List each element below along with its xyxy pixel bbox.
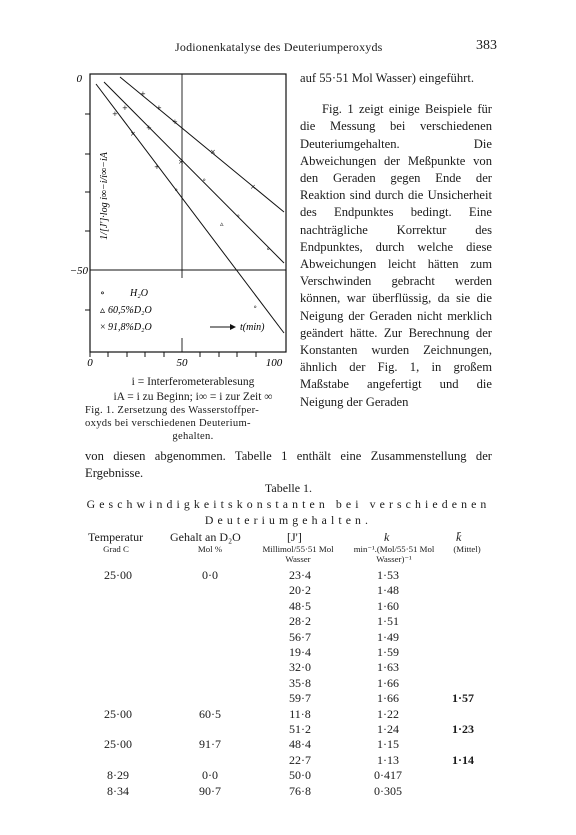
column-unit-temperatur: Grad C bbox=[103, 544, 129, 554]
legend-marker-h2o: ∘ bbox=[100, 288, 105, 299]
column-header-j: [J'] bbox=[287, 530, 302, 544]
point-h2o: + bbox=[156, 104, 162, 112]
point-60-5: ∘ bbox=[266, 245, 271, 253]
time-arrow-icon bbox=[230, 324, 236, 330]
point-h2o: × bbox=[210, 148, 216, 156]
point-91-8: × bbox=[130, 130, 136, 138]
table-cell-gehalt: 90·7 bbox=[199, 783, 221, 798]
column-unit-gehalt: Mol % bbox=[197, 544, 223, 554]
figure-legend-line: iA = i zu Beginn; i∞ = i zur Zeit ∞ bbox=[113, 391, 273, 403]
point-91-8: ∘ bbox=[253, 303, 258, 311]
table-cell-j: 59·7 bbox=[289, 691, 311, 706]
table-cell-temperatur: 8·29 bbox=[107, 768, 129, 783]
legend-marker-91-8: × bbox=[100, 322, 106, 333]
running-head: Jodionenkatalyse des Deuteriumperoxyds bbox=[175, 40, 383, 54]
table-cell-j: 51·2 bbox=[289, 722, 311, 736]
table-cell-temperatur: 25·00 bbox=[104, 568, 132, 582]
table-cell-k: 0·417 bbox=[374, 768, 402, 783]
table-cell-j: 48·5 bbox=[289, 598, 311, 613]
table-cell-k-mean: 1·14 bbox=[451, 752, 474, 767]
table-cell-gehalt: 0·0 bbox=[202, 768, 218, 783]
table-cell-j: 76·8 bbox=[289, 783, 311, 798]
table-cell-k: 1·66 bbox=[377, 675, 399, 690]
table-cell-temperatur: 25·00 bbox=[104, 737, 132, 752]
caption-line: Fig. 1. Zersetzung des Wasserstoffper- bbox=[85, 405, 260, 416]
table-cell-k: 1·49 bbox=[377, 629, 399, 644]
table-cell-j: 32·0 bbox=[289, 660, 311, 675]
point-91-8: ∘ bbox=[174, 186, 179, 194]
point-60-5: ∘ bbox=[202, 176, 207, 184]
figure-caption bbox=[85, 404, 301, 443]
table-cell-k: 1·48 bbox=[377, 583, 399, 598]
legend-label-h2o: H₂O bbox=[130, 288, 148, 299]
point-60-5: + bbox=[122, 104, 128, 112]
table-cell-j: 11·8 bbox=[289, 706, 311, 721]
line-60-5 bbox=[104, 82, 284, 263]
table-heading: Geschwindigkeitskonstanten bei verschiedenen bbox=[86, 497, 491, 511]
point-60-5: + bbox=[146, 124, 152, 132]
figure-legend-text bbox=[85, 375, 301, 405]
table-cell-k: 1·53 bbox=[377, 568, 399, 582]
point-60-5: ∘ bbox=[236, 212, 241, 220]
x-tick-label-50: 50 bbox=[176, 357, 188, 369]
paragraph-continued: auf 55·51 Mol Wasser) eingeführt. bbox=[300, 71, 474, 85]
right-column-text bbox=[300, 70, 492, 411]
column-header-k-mean: k̄ bbox=[456, 530, 462, 544]
table-cell-k-mean: 1·57 bbox=[451, 691, 474, 706]
legend-label-91-8: 91,8%D₂O bbox=[108, 322, 152, 333]
table-cell-j: 23·4 bbox=[289, 568, 311, 582]
table-cell-k: 1·60 bbox=[377, 598, 399, 613]
y-tick-label-minus50: −50 bbox=[69, 265, 88, 277]
table-cell-k: 1·13 bbox=[377, 752, 399, 767]
point-h2o: × bbox=[250, 183, 256, 191]
figure-1 bbox=[60, 68, 300, 374]
table-cell-gehalt: 0·0 bbox=[202, 568, 218, 582]
column-header-gehalt: Gehalt an D₂O bbox=[170, 530, 241, 544]
table-cell-temperatur: 8·34 bbox=[107, 783, 129, 798]
body-text-full-width: von diesen abgenommen. Tabelle 1 enthält eine Zusammenstellung der Ergebnisse. bbox=[85, 449, 492, 480]
table-heading: Deuteriumgehalten. bbox=[204, 513, 373, 527]
table-cell-j: 22·7 bbox=[289, 752, 311, 767]
table-cell-gehalt: 91·7 bbox=[199, 737, 221, 752]
table-cell-k: 1·59 bbox=[377, 645, 399, 659]
column-unit-j: Millimol/55·51 Mol Wasser bbox=[262, 544, 334, 564]
table-cell-j: 50·0 bbox=[289, 768, 311, 783]
caption-line: gehalten. bbox=[172, 431, 214, 442]
table-cell-k: 0·305 bbox=[374, 783, 402, 798]
table-cell-temperatur: 25·00 bbox=[104, 706, 132, 721]
x-tick-label-100: 100 bbox=[265, 357, 283, 369]
table-cell-k-mean: 1·23 bbox=[451, 722, 474, 736]
table-cell-k: 1·15 bbox=[377, 737, 399, 752]
table-cell-k: 1·51 bbox=[377, 614, 399, 629]
legend-label-60-5: 60,5%D₂O bbox=[108, 305, 152, 316]
point-91-8: + bbox=[112, 110, 118, 118]
figure-legend-line: i = Interferometerablesung bbox=[131, 376, 255, 388]
table-cell-k: 1·22 bbox=[377, 706, 399, 721]
y-axis-label: 1/[J']·log i∞−i/i∞−iA bbox=[99, 152, 110, 240]
column-header-k: k bbox=[384, 530, 390, 544]
point-h2o: + bbox=[140, 90, 146, 98]
table-cell-j: 19·4 bbox=[289, 645, 311, 659]
column-header-temperatur: Temperatur bbox=[88, 530, 144, 544]
point-91-8: ▵ bbox=[220, 220, 224, 228]
table-cell-j: 56·7 bbox=[289, 629, 311, 644]
table-title: Tabelle 1. bbox=[264, 481, 313, 495]
point-60-5: × bbox=[178, 158, 184, 166]
table-cell-k: 1·24 bbox=[377, 722, 399, 736]
table-cell-k: 1·66 bbox=[377, 691, 399, 706]
table-cell-k: 1·63 bbox=[377, 660, 399, 675]
x-tick-label-0: 0 bbox=[87, 357, 93, 369]
table-cell-j: 28·2 bbox=[289, 614, 311, 629]
page-number: 383 bbox=[476, 38, 497, 53]
x-axis-label: t(min) bbox=[240, 322, 265, 333]
y-tick-label-top: 0 bbox=[76, 73, 82, 85]
point-91-8: + bbox=[154, 163, 160, 171]
table-cell-j: 20·2 bbox=[289, 583, 311, 598]
paragraph-fig1: Fig. 1 zeigt einige Beispiele für die Messung bei verschiedenen Deuteriumgehalten. Die Abweichungen der Meßpunkte von den Geraden gegen Ende der Reaktion sind durch die Unsicherheit des Endpunktes bedingt. Eine nachträgliche Korrektur des Endpunktes, durch welche diese Abweichungen leicht hätten zum Verschwinden gebracht werden können, war überflüssig, da sie die Neigung der Geraden nicht merklich geändert hätte. Zur Berechnung der Konstanten wurden Zeichnungen, ähnlich der Fig. 1, in großem Maßstabe angefertigt und die Neigung der Geraden bbox=[300, 102, 492, 409]
point-h2o: + bbox=[172, 118, 178, 126]
column-unit-k-mean: (Mittel) bbox=[453, 544, 481, 554]
column-unit-k: min⁻¹.(Mol/55·51 Mol Wasser)⁻¹ bbox=[353, 544, 435, 564]
table-cell-j: 48·4 bbox=[289, 737, 311, 752]
legend-marker-60-5: ▵ bbox=[100, 305, 106, 316]
table-cell-j: 35·8 bbox=[289, 675, 311, 690]
caption-line: oxyds bei verschiedenen Deuterium- bbox=[85, 418, 251, 429]
table-cell-gehalt: 60·5 bbox=[199, 706, 221, 721]
